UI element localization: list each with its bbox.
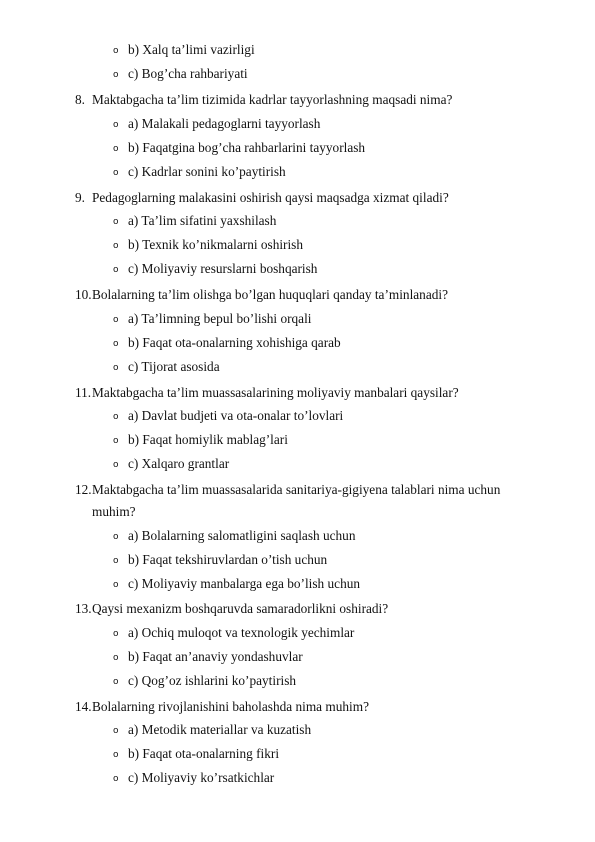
- question-text: muhim?: [92, 504, 136, 519]
- option-text: a) Ochiq muloqot va texnologik yechimlar: [128, 625, 355, 640]
- bullet-icon: o: [113, 653, 119, 663]
- option-text: a) Ta’lim sifatini yaxshilash: [128, 213, 277, 228]
- option-text: a) Bolalarning salomatligini saqlash uchun: [128, 528, 356, 543]
- bullet-icon: o: [113, 750, 119, 760]
- bullet-icon: o: [113, 363, 119, 373]
- bullet-icon: o: [113, 339, 119, 349]
- option-text: b) Faqat an’anaviy yondashuvlar: [128, 649, 303, 664]
- question-text: Maktabgacha ta’lim tizimida kadrlar tayyorlashning maqsadi nima?: [92, 92, 453, 107]
- option-text: b) Texnik ko’nikmalarni oshirish: [128, 237, 303, 252]
- option-text: b) Xalq ta’limi vazirligi: [128, 42, 255, 57]
- bullet-icon: o: [113, 436, 119, 446]
- option-text: b) Faqat ota-onalarning fikri: [128, 746, 280, 761]
- question-text: Bolalarning rivojlanishini baholashda nima muhim?: [92, 699, 369, 714]
- bullet-icon: o: [113, 726, 119, 736]
- bullet-icon: o: [113, 46, 119, 56]
- question-number: 8.: [75, 92, 85, 107]
- bullet-icon: o: [113, 629, 119, 639]
- question-text: Maktabgacha ta’lim muassasalarida sanitariya-gigiyena talablari nima uchun: [92, 482, 501, 497]
- option-text: c) Kadrlar sonini ko’paytirish: [128, 164, 286, 179]
- option-text: a) Davlat budjeti va ota-onalar to’lovlari: [128, 408, 344, 423]
- question-text: Qaysi mexanizm boshqaruvda samaradorlikni oshiradi?: [92, 601, 389, 616]
- question-text: Bolalarning ta’lim olishga bo’lgan huquqlari qanday ta’minlanadi?: [92, 287, 448, 302]
- question-text: Pedagoglarning malakasini oshirish qaysi maqsadga xizmat qiladi?: [92, 190, 449, 205]
- bullet-icon: o: [113, 144, 119, 154]
- option-text: b) Faqat tekshiruvlardan o’tish uchun: [128, 552, 328, 567]
- bullet-icon: o: [113, 120, 119, 130]
- option-text: a) Malakali pedagoglarni tayyorlash: [128, 116, 321, 131]
- option-text: a) Ta’limning bepul bo’lishi orqali: [128, 311, 312, 326]
- option-text: c) Moliyaviy ko’rsatkichlar: [128, 770, 275, 785]
- bullet-icon: o: [113, 460, 119, 470]
- bullet-icon: o: [113, 580, 119, 590]
- bullet-icon: o: [113, 774, 119, 784]
- question-number: 9.: [75, 190, 85, 205]
- option-text: c) Bog’cha rahbariyati: [128, 66, 248, 81]
- option-text: c) Xalqaro grantlar: [128, 456, 230, 471]
- option-text: c) Qog’oz ishlarini ko’paytirish: [128, 673, 297, 688]
- bullet-icon: o: [113, 265, 119, 275]
- option-text: a) Metodik materiallar va kuzatish: [128, 722, 312, 737]
- bullet-icon: o: [113, 217, 119, 227]
- bullet-icon: o: [113, 315, 119, 325]
- option-text: c) Moliyaviy resurslarni boshqarish: [128, 261, 318, 276]
- question-text: Maktabgacha ta’lim muassasalarining moliyaviy manbalari qaysilar?: [92, 385, 459, 400]
- option-text: c) Moliyaviy manbalarga ega bo’lish uchun: [128, 576, 361, 591]
- question-number: 11.: [75, 385, 92, 400]
- bullet-icon: o: [113, 677, 119, 687]
- question-number: 13.: [75, 601, 92, 616]
- bullet-icon: o: [113, 556, 119, 566]
- question-number: 10.: [75, 287, 92, 302]
- bullet-icon: o: [113, 412, 119, 422]
- bullet-icon: o: [113, 168, 119, 178]
- option-text: b) Faqat ota-onalarning xohishiga qarab: [128, 335, 341, 350]
- bullet-icon: o: [113, 70, 119, 80]
- option-text: b) Faqatgina bog’cha rahbarlarini tayyorlash: [128, 140, 366, 155]
- option-text: b) Faqat homiylik mablag’lari: [128, 432, 288, 447]
- question-number: 14.: [75, 699, 92, 714]
- question-number: 12.: [75, 482, 92, 497]
- option-text: c) Tijorat asosida: [128, 359, 220, 374]
- bullet-icon: o: [113, 241, 119, 251]
- bullet-icon: o: [113, 532, 119, 542]
